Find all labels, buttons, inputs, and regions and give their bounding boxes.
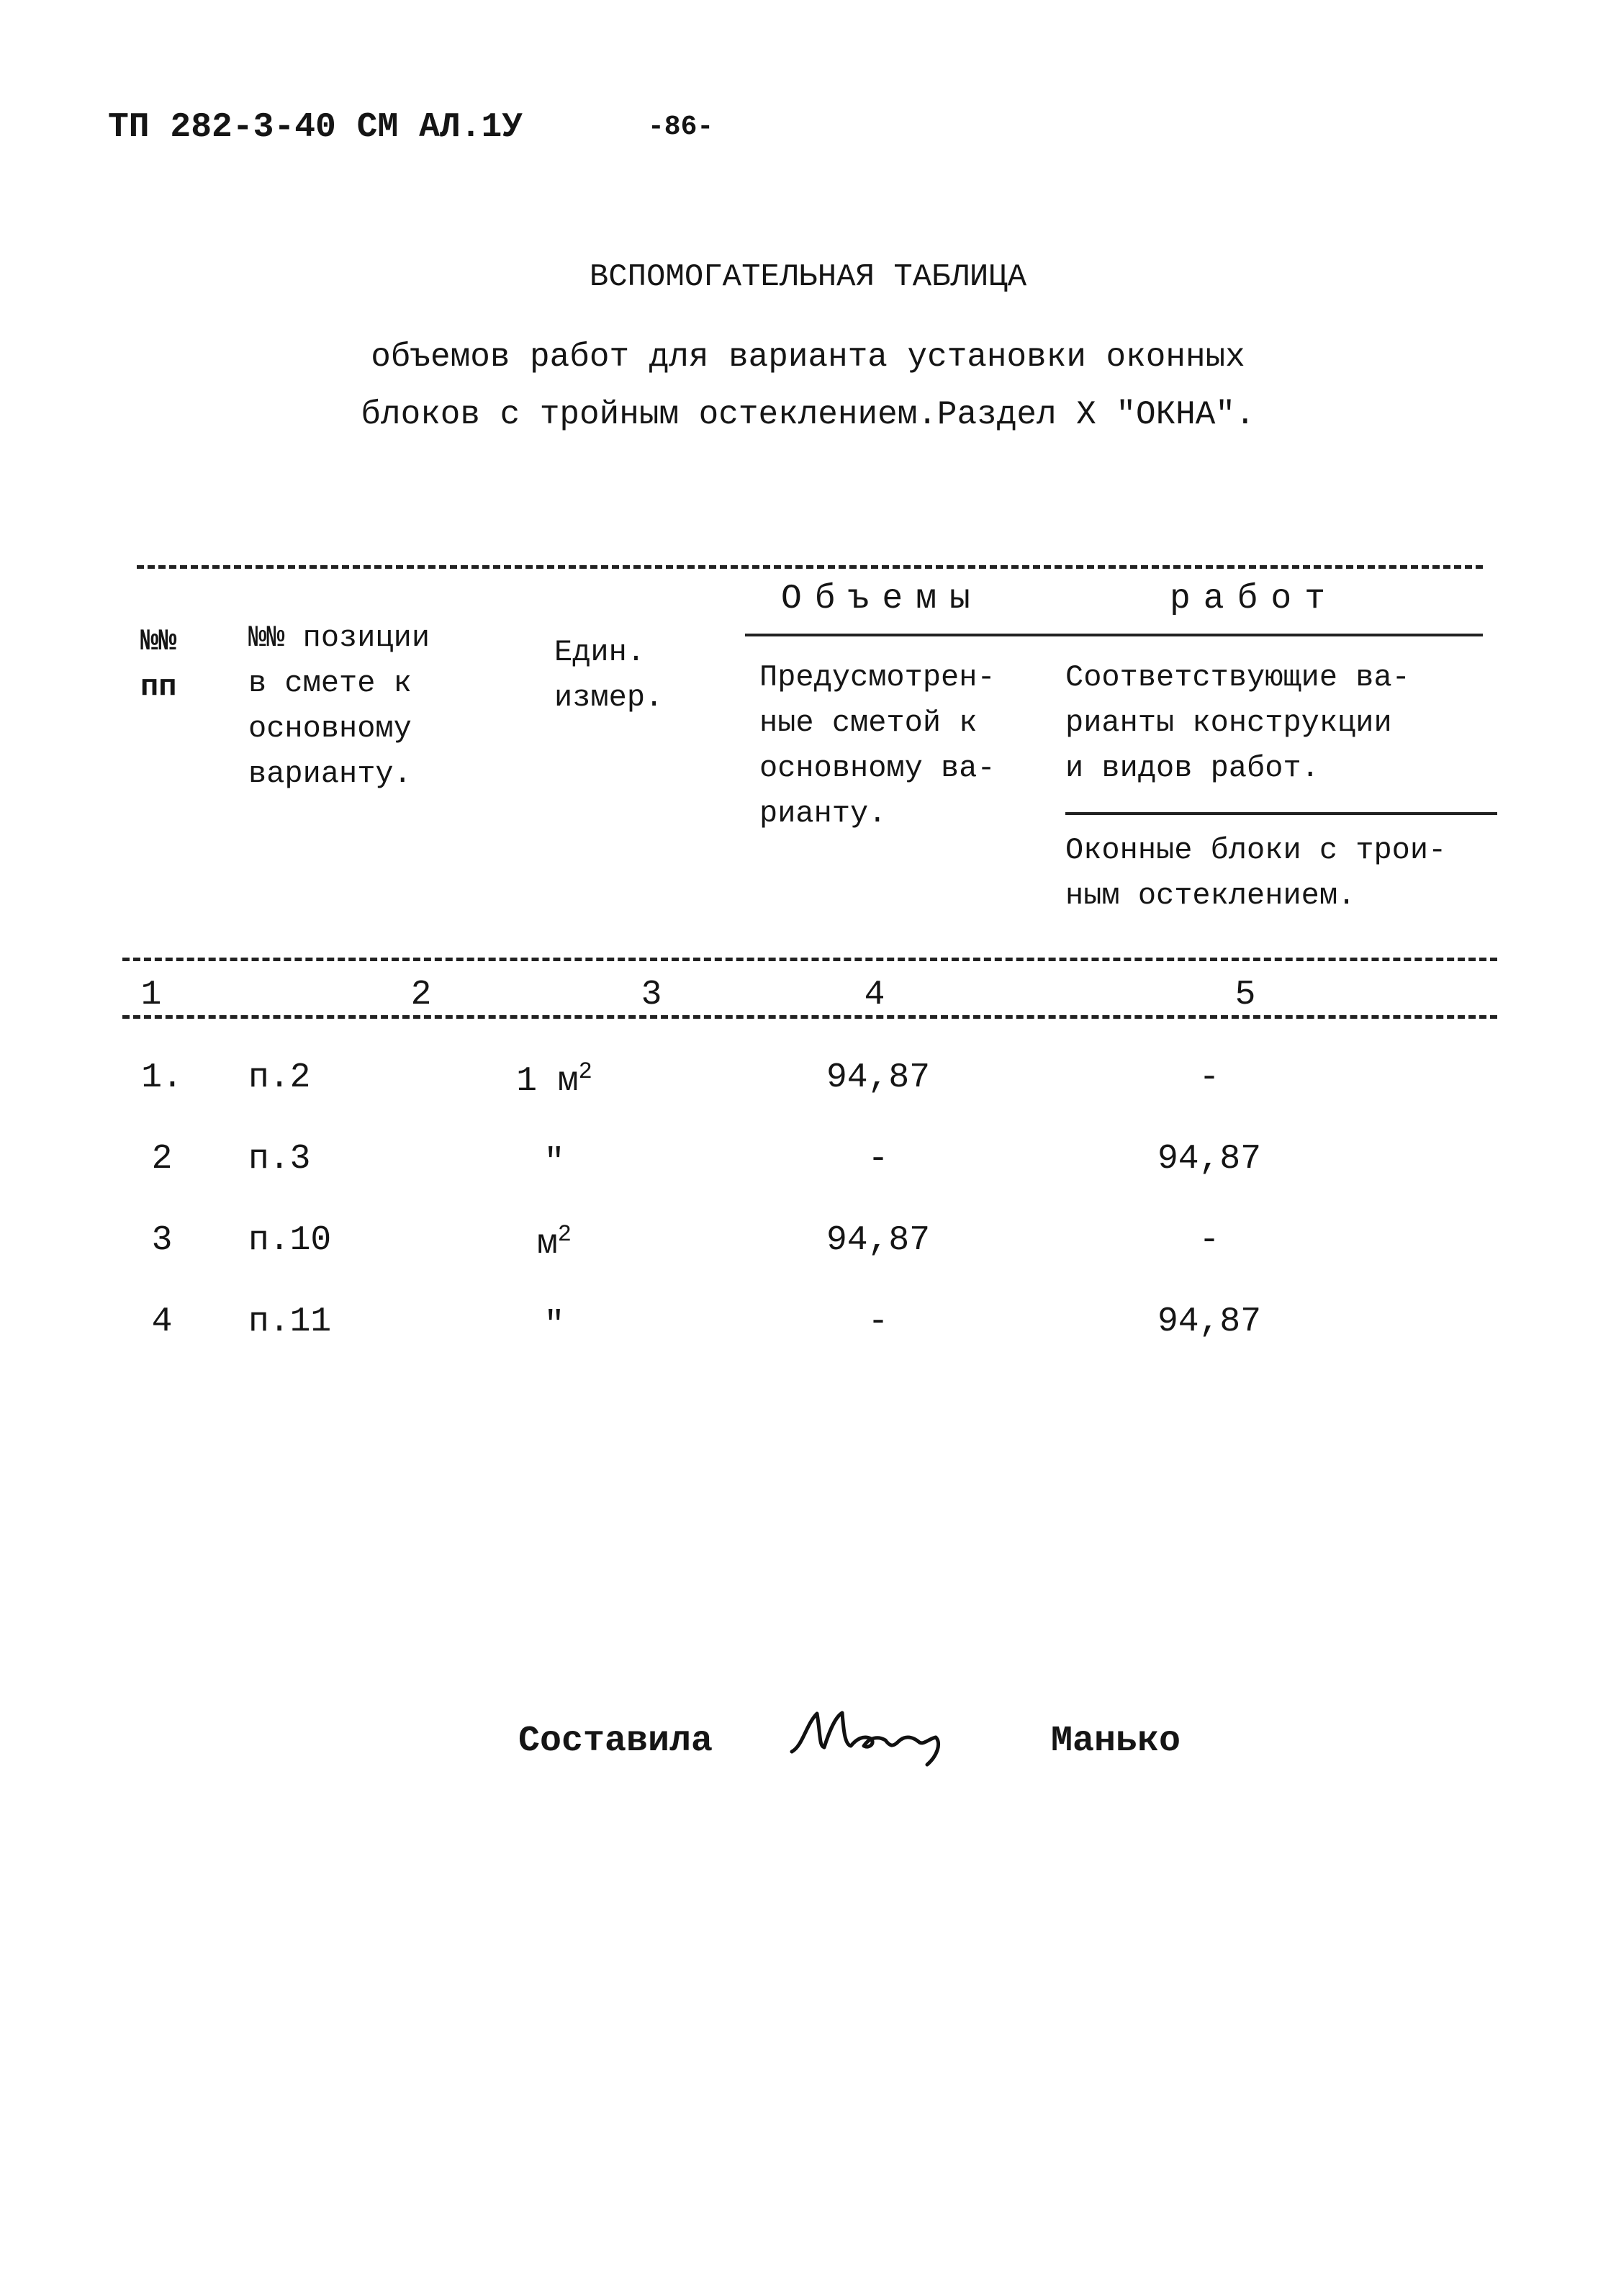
- column-number-4: 4: [864, 976, 885, 1014]
- compiled-by-label: Составила: [518, 1721, 713, 1762]
- row-alternative: -: [1199, 1221, 1220, 1260]
- column-number-3: 3: [641, 976, 662, 1014]
- row-num: 1.: [141, 1058, 183, 1097]
- column-number-5: 5: [1234, 976, 1256, 1014]
- row-alternative: 94,87: [1157, 1140, 1262, 1179]
- header-bottom-rule: [122, 958, 1497, 961]
- handwritten-signature: [785, 1696, 957, 1775]
- row-position: п.11: [248, 1302, 332, 1341]
- header-triple-glazing: Оконные блоки с трои- ным остеклением.: [1065, 833, 1447, 913]
- table-subtitle-line-2: блоков с тройным остеклением.Раздел X "ОКНА".: [361, 396, 1255, 433]
- header-volumes-left: Объемы: [781, 580, 983, 618]
- compiler-name: Манько: [1051, 1721, 1181, 1762]
- row-position: п.3: [248, 1140, 311, 1179]
- column-number-2: 2: [410, 976, 432, 1014]
- row-position: п.10: [248, 1221, 332, 1260]
- header-corresponding: Соответствующие ва- рианты конструкции и видов работ.: [1065, 660, 1410, 785]
- row-unit: ": [543, 1143, 565, 1182]
- row-unit: ": [543, 1306, 565, 1345]
- header-volumes-rule: [745, 634, 1483, 636]
- page-number: -86-: [648, 112, 714, 143]
- document-code: ТП 282-3-40 СМ АЛ.1У: [108, 108, 523, 147]
- row-unit: $м^2$: [536, 1221, 572, 1264]
- row-provided: 94,87: [826, 1058, 931, 1097]
- header-provided: Предусмотрен- ные сметой к основному ва- рианту.: [759, 660, 996, 831]
- row-num: 2: [151, 1140, 173, 1179]
- header-volumes-right: работ: [1170, 580, 1339, 618]
- table-subtitle-line-1: объемов работ для варианта установки оконных: [371, 338, 1245, 376]
- header-unit: Един. измер.: [554, 635, 664, 715]
- header-position: №№ позиции в смете к основному варианту.: [248, 621, 430, 791]
- column-numbers-rule: [122, 1015, 1497, 1019]
- column-number-1: 1: [140, 976, 162, 1014]
- row-alternative: 94,87: [1157, 1302, 1262, 1341]
- row-num: 3: [151, 1221, 173, 1260]
- row-position: п.2: [248, 1058, 311, 1097]
- header-sub-rule: [1065, 812, 1497, 815]
- table-title: ВСПОМОГАТЕЛЬНАЯ ТАБЛИЦА: [589, 259, 1027, 295]
- header-num: №№ пп: [140, 624, 177, 704]
- row-provided: -: [867, 1140, 889, 1179]
- header-top-rule: [137, 565, 1483, 569]
- row-provided: -: [867, 1302, 889, 1341]
- row-provided: 94,87: [826, 1221, 931, 1260]
- row-alternative: -: [1199, 1058, 1220, 1097]
- row-unit: 1 $м^2$: [516, 1058, 592, 1101]
- row-num: 4: [151, 1302, 173, 1341]
